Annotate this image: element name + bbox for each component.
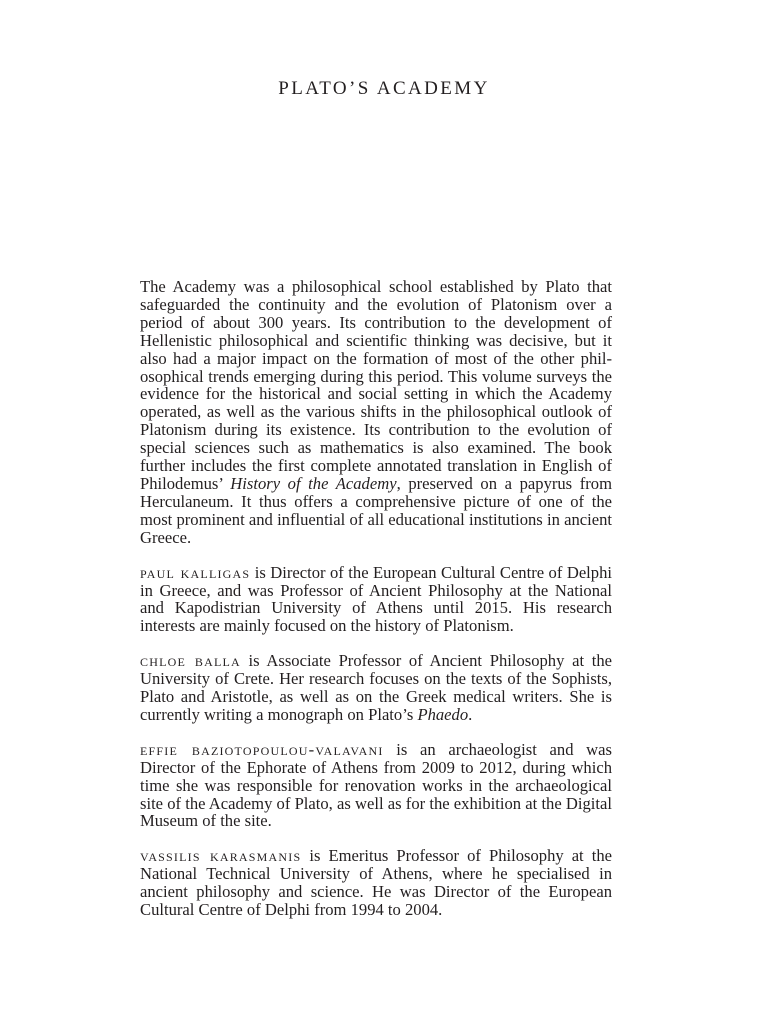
author-bio-text: is an archaeologist and was Director of the Ephorate of Athens from 2009 to 2012, during which time she was responsible for renovation works in the archaeological site of the Academy of Plato, as well as for the exhibition at the Digital Museum of the site. [140,739,612,831]
author-bio-end: . [468,704,473,724]
author-bio-karasmanis [140,847,612,919]
author-bio-text: is Emeritus Professor of Philosophy at the National Technical University of Athens, where he specialised in ancient philosophy and science. He was Director of the European Cultural Centre of Delphi from 1994 to 2004. [140,846,612,920]
author-bio-text: is Director of the European Cultural Centre of Delphi in Greece, and was Professor of Ancient Philosophy at the National and Kapodistrian University of Athens until 2015. His research interests are mainly focused on the history of Platonism. [140,562,613,636]
author-bio-baziotopoulou-valavani [140,741,612,831]
author-bio-kalligas [140,564,612,636]
book-description [140,278,612,547]
author-bio-balla [140,652,612,724]
author-name: chloe balla [140,651,241,671]
description-text-part1: The Academy was a philosophical school established by Plato that safeguarded the continuity and the evolution of Platonism over a period of about 300 years. Its contribution to the development of Hellenistic philosophical and scientific thinking was decisive, but it also had a major impact on the formation of most of the other philosophical trends emerging during this period. This volume surveys the evidence for the historical and social setting in which the Academy operated, as well as the various shifts in the philosophical outlook of Platonism during its existence. Its contribution to the evolution of special sciences such as mathematics is also examined. The book further includes the first complete annotated translation in English of Philodemus’ [140,277,612,493]
page-content [140,278,612,919]
description-italic-title: History of the Academy [230,473,397,493]
author-bio-text: is Associate Professor of Ancient Philosophy at the University of Crete. Her research focuses on the texts of the Sophists, Plato and Aristotle, as well as on the Greek medical writers. She is currently writing a monograph on Plato’s [140,651,612,724]
description-text-part2: , preserved on a papyrus from Herculaneum. It thus offers a comprehensive picture of one of the most prominent and influential of all educational institutions in ancient Greece. [140,473,613,547]
author-bio-italic: Phaedo [417,704,469,724]
page-title: PLATO’S ACADEMY [278,78,490,99]
author-name: effie baziotopoulou-valavani [140,739,384,759]
author-name: paul kalligas [140,562,251,582]
author-name: vassilis karasmanis [140,846,302,866]
